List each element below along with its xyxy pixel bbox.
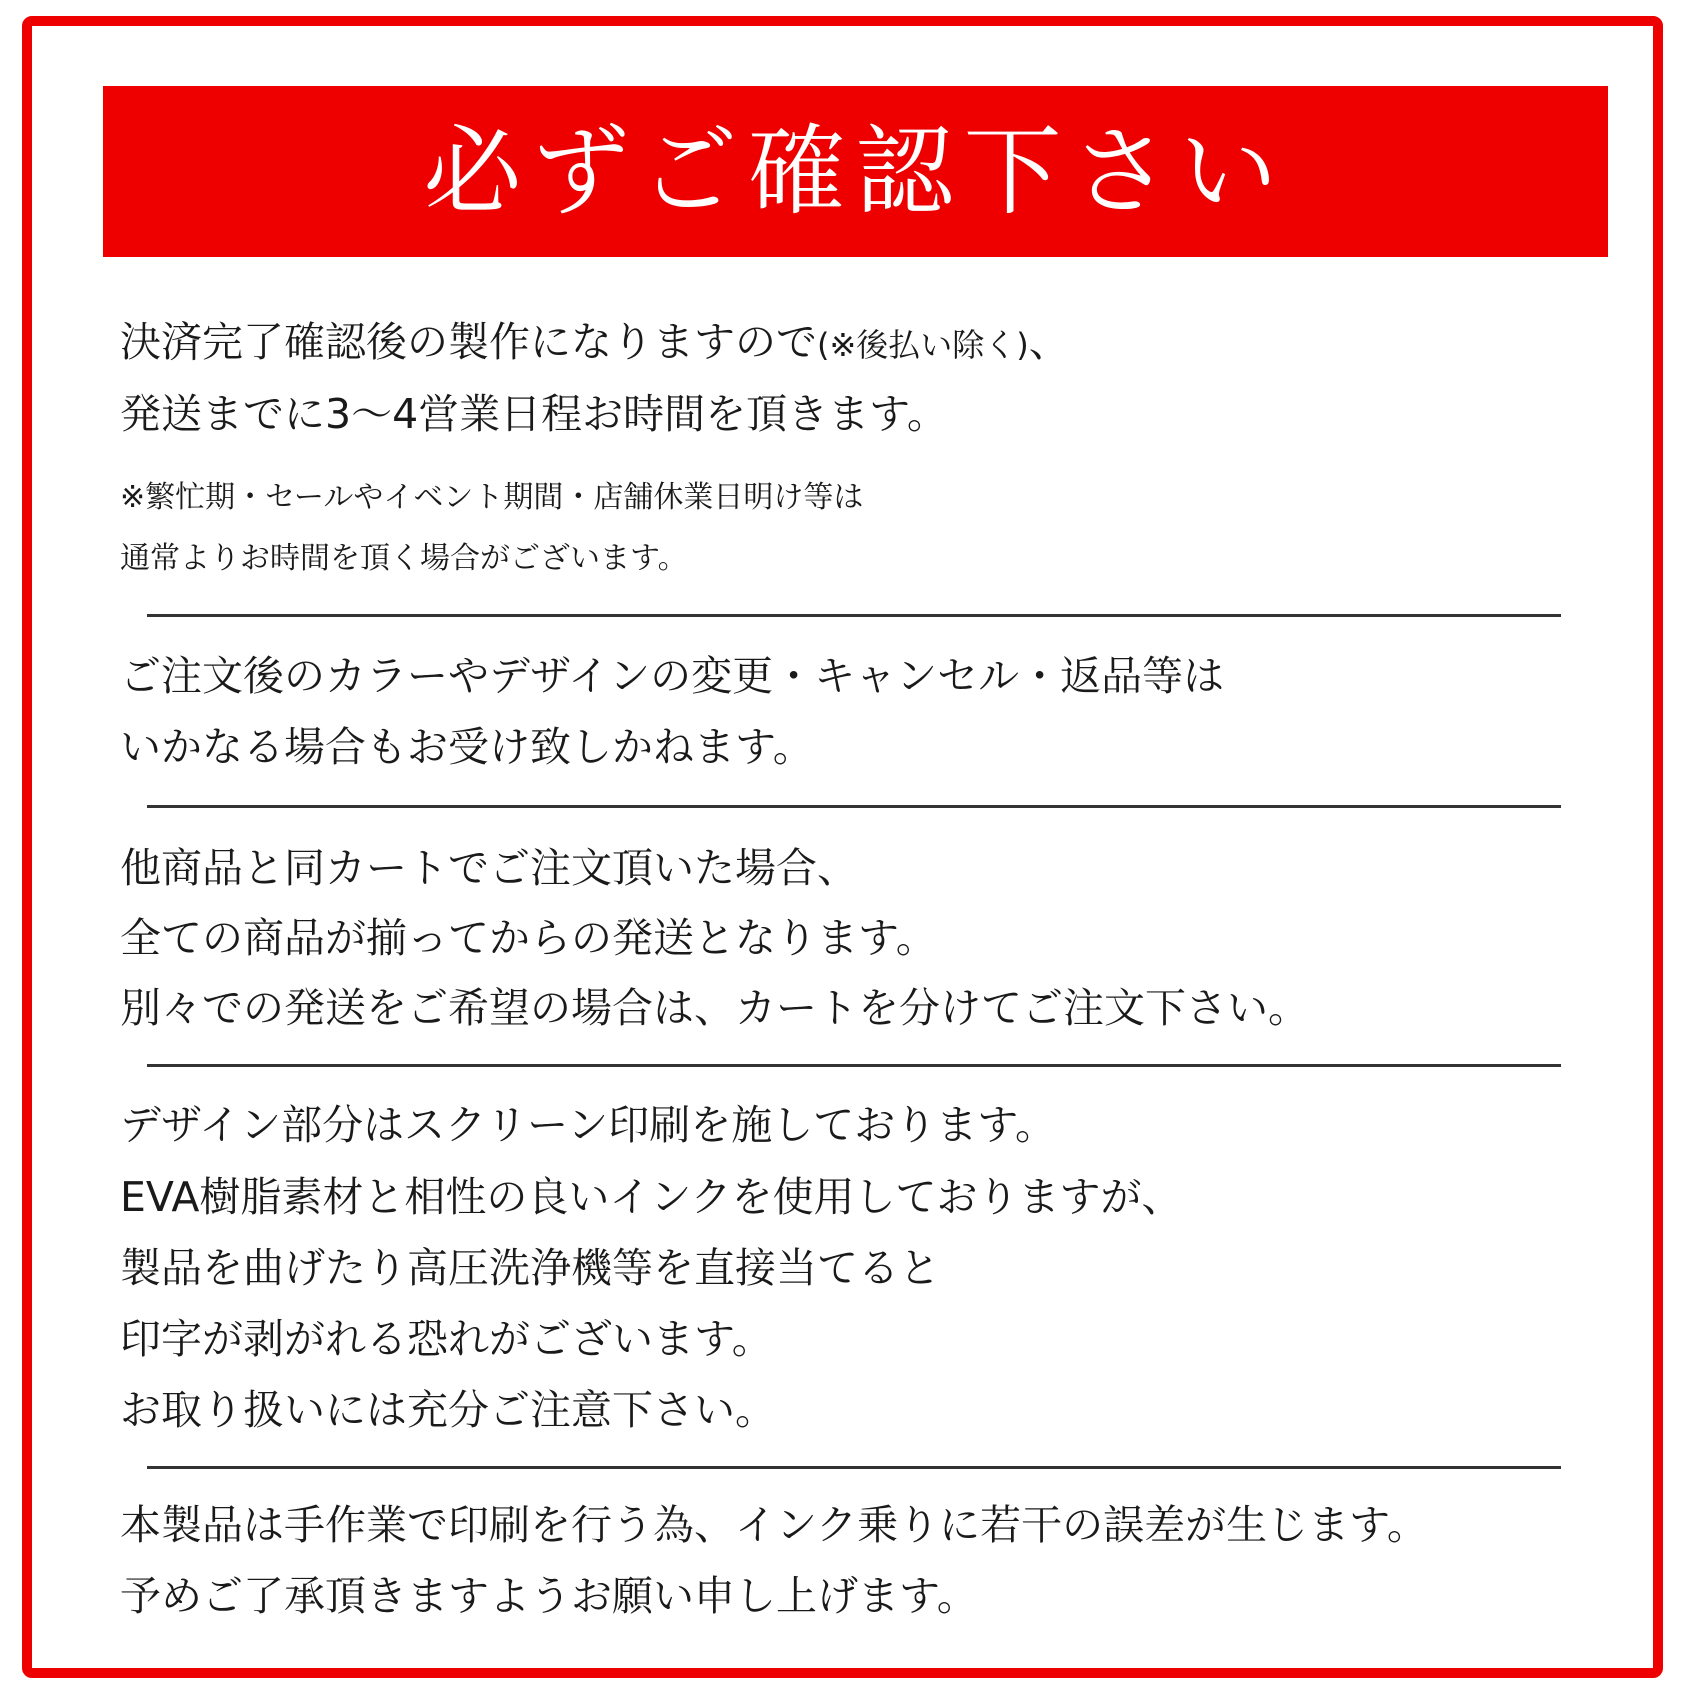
notice-line: 予めご了承頂きますようお願い申し上げます。 xyxy=(120,1572,978,1620)
notice-line: ご注文後のカラーやデザインの変更・キャンセル・返品等は xyxy=(120,652,1225,700)
notice-line: 全ての商品が揃ってからの発送となります。 xyxy=(120,914,937,962)
section-divider xyxy=(147,614,1561,617)
section-divider xyxy=(147,805,1561,808)
notice-line-tail: 、 xyxy=(1028,318,1070,366)
notice-line: EVA樹脂素材と相性の良いインクを使用しておりますが、 xyxy=(120,1173,1183,1221)
page-title: 必ずご確認下さい xyxy=(423,114,1288,229)
notice-subnote: ※繁忙期・セールやイベント期間・店舗休業日明け等は xyxy=(120,480,864,515)
notice-line: デザイン部分はスクリーン印刷を施しております。 xyxy=(120,1101,1057,1149)
title-banner xyxy=(103,86,1608,257)
notice-line: 印字が剥がれる恐れがございます。 xyxy=(120,1315,773,1363)
notice-line xyxy=(120,318,1070,366)
notice-line: いかなる場合もお受け致しかねます。 xyxy=(120,723,814,771)
notice-line: 本製品は手作業で印刷を行う為、インク乗りに若干の誤差が生じます。 xyxy=(120,1501,1428,1549)
notice-line: 発送までに3～4営業日程お時間を頂きます。 xyxy=(120,390,948,438)
notice-subnote: 通常よりお時間を頂く場合がございます。 xyxy=(120,541,688,576)
notice-line: 別々での発送をご希望の場合は、カートを分けてご注文下さい。 xyxy=(120,984,1309,1032)
notice-line: お取り扱いには充分ご注意下さい。 xyxy=(120,1386,776,1434)
section-divider xyxy=(147,1064,1561,1067)
notice-line: 製品を曲げたり高圧洗浄機等を直接当てると xyxy=(120,1244,940,1292)
section-divider xyxy=(147,1466,1561,1469)
notice-line-text: 決済完了確認後の製作になりますので xyxy=(120,318,817,366)
notice-line-note: (※後払い除く) xyxy=(817,326,1029,364)
notice-line: 他商品と同カートでご注文頂いた場合、 xyxy=(120,844,858,892)
